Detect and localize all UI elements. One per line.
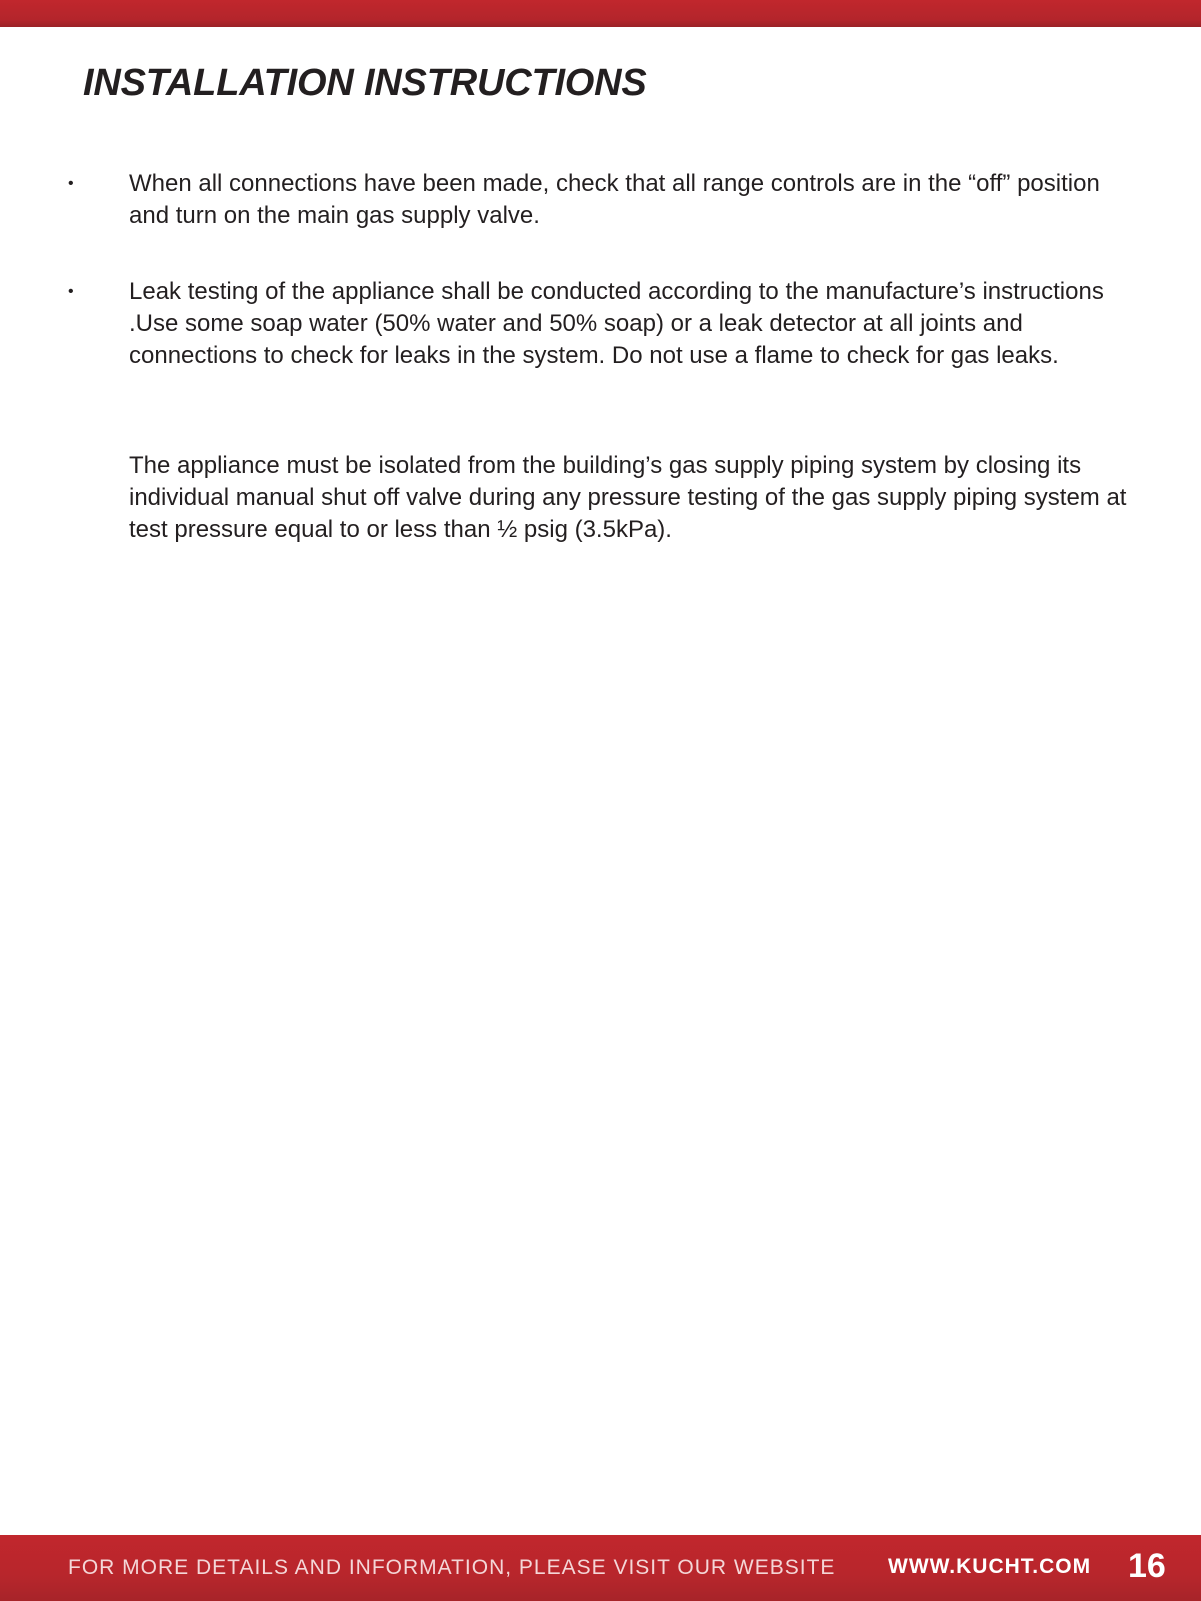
page-number: 16 (1128, 1547, 1166, 1585)
instruction-paragraph-1: When all connections have been made, check that all range controls are in the “off” position and turn on the main gas supply valve. (129, 170, 1100, 229)
footer-info-text: FOR MORE DETAILS AND INFORMATION, PLEASE VISIT OUR WEBSITE (68, 1556, 836, 1579)
website-link[interactable]: WWW.KUCHT.COM (888, 1555, 1092, 1578)
page-footer (0, 1535, 1201, 1601)
bullet-marker: • (68, 175, 74, 192)
instruction-paragraph-3: The appliance must be isolated from the building’s gas supply piping system by closing its individual manual shut off valve during any pressure testing of the gas supply piping system at test pressure equal to or less than ½ psig (3.5kPa). (129, 452, 1127, 543)
bullet-marker: • (68, 283, 74, 300)
instruction-paragraph-2: Leak testing of the appliance shall be conducted according to the manufacture’s instructions .Use some soap water (50% water and 50% soap) or a leak detector at all joints and connections to check for leaks in the system. Do not use a flame to check for gas leaks. (129, 278, 1104, 369)
top-accent-band (0, 0, 1201, 27)
page-title: INSTALLATION INSTRUCTIONS (83, 62, 647, 104)
